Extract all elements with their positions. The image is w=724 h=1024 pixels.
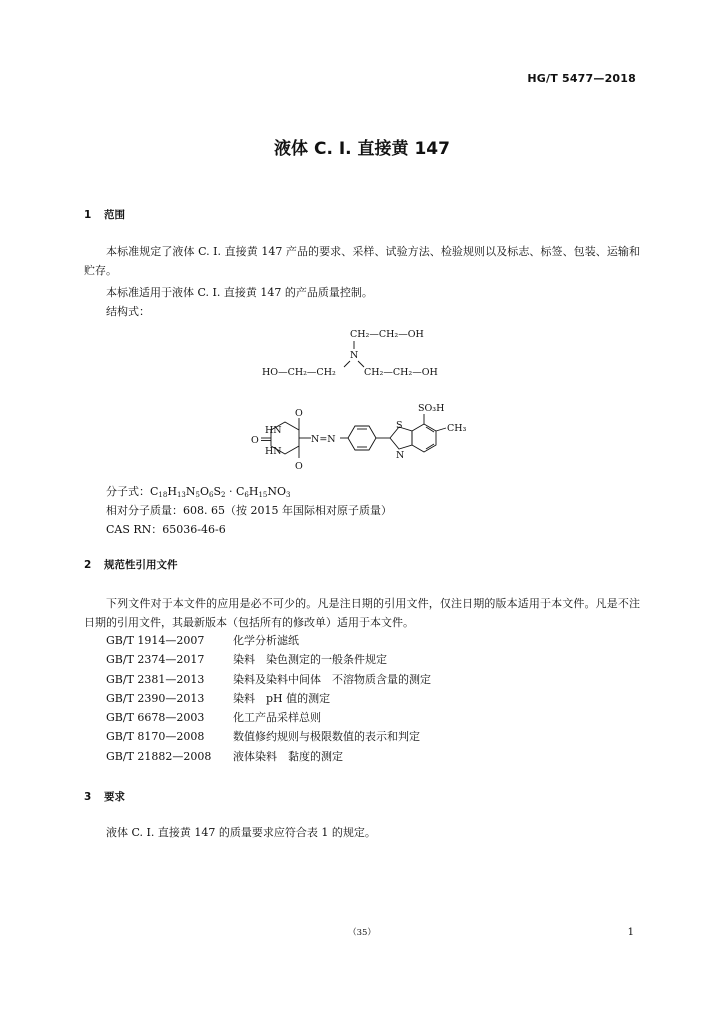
list-item xyxy=(106,708,431,727)
list-item xyxy=(106,631,431,650)
section-heading-references xyxy=(84,557,178,572)
reference-title: 化学分析滤纸 xyxy=(233,634,299,647)
thiazole-nitrogen: N xyxy=(396,450,405,461)
section-number: 2 xyxy=(84,559,92,571)
formula-block xyxy=(106,482,392,539)
list-item xyxy=(106,650,431,669)
reference-title: 染料及染料中间体 不溶物质含量的测定 xyxy=(233,672,431,686)
section-title: 范围 xyxy=(104,209,125,221)
list-item xyxy=(106,689,431,708)
amine-right-chain: CH₂—CH₂—OH xyxy=(364,367,438,378)
section-title: 规范性引用文件 xyxy=(104,559,178,571)
section-heading-scope xyxy=(84,207,125,222)
reference-code: GB/T 21882—2008 xyxy=(106,749,212,763)
sulfonic-acid-group: SO₃H xyxy=(418,403,445,414)
standard-code: HG/T 5477—2018 xyxy=(527,72,636,85)
methyl-group: CH₃ xyxy=(447,423,467,434)
section-title: 要求 xyxy=(104,791,125,803)
amine-left-chain: HO—CH₂—CH₂ xyxy=(262,367,336,378)
sulfur-atom: S xyxy=(396,420,403,431)
reference-code: GB/T 2381—2013 xyxy=(106,672,205,686)
structure-label: 结构式： xyxy=(106,305,150,318)
page-number: 1 xyxy=(627,927,634,938)
oxygen-bottom: O xyxy=(295,461,303,472)
molecular-mass: 相对分子质量：608. 65（按 2015 年国际相对原子质量） xyxy=(106,504,392,517)
direct-yellow-147-structure xyxy=(245,398,505,478)
reference-code: GB/T 2374—2017 xyxy=(106,653,205,667)
section-heading-requirements xyxy=(84,789,125,804)
list-item xyxy=(106,747,431,766)
molecular-formula: 分子式：$C_{18}H_{13}N_5O_6S_2 \cdot C_6H_{15}NO_3$ xyxy=(106,485,291,499)
document-title: 液体 C. I. 直接黄 147 xyxy=(274,139,450,159)
amine-top-chain: CH₂—CH₂—OH xyxy=(350,329,424,340)
list-item xyxy=(106,670,431,689)
reference-code: GB/T 2390—2013 xyxy=(106,691,205,705)
reference-code: GB/T 8170—2008 xyxy=(106,730,205,744)
scope-paragraph-1: 本标准规定了液体 C. I. 直接黄 147 产品的要求、采样、试验方法、检验规则以及标志、标签、包装、运输和贮存。 xyxy=(84,245,640,277)
reference-title: 液体染料 黏度的测定 xyxy=(233,749,343,763)
molecular-formula-value: $C_{18}H_{13}N_5O_6S_2 \cdot C_6H_{15}NO_3$ xyxy=(150,485,291,499)
imide-top: HN xyxy=(265,425,282,436)
cas-number: CAS RN：65036-46-6 xyxy=(106,523,226,536)
requirements-text: 液体 C. I. 直接黄 147 的质量要求应符合表 1 的规定。 xyxy=(106,826,376,839)
section-number: 1 xyxy=(84,209,92,221)
page-footer-center: （35） xyxy=(348,928,376,938)
reference-list xyxy=(106,631,431,766)
references-intro: 下列文件对于本文件的应用是必不可少的。凡是注日期的引用文件，仅注日期的版本适用于本文件。凡是不注日期的引用文件，其最新版本（包括所有的修改单）适用于本文件。 xyxy=(84,597,640,629)
azo-group: N=N xyxy=(311,434,336,445)
oxygen-left: O xyxy=(251,435,259,446)
amine-nitrogen: N xyxy=(350,350,359,361)
section-number: 3 xyxy=(84,791,92,803)
scope-paragraph-2: 本标准适用于液体 C. I. 直接黄 147 的产品质量控制。 xyxy=(106,286,373,299)
reference-code: GB/T 6678—2003 xyxy=(106,711,205,725)
oxygen-top: O xyxy=(295,408,303,419)
reference-title: 数值修约规则与极限数值的表示和判定 xyxy=(233,730,420,744)
reference-code: GB/T 1914—2007 xyxy=(106,634,205,647)
list-item xyxy=(106,727,431,746)
reference-title: 化工产品采样总则 xyxy=(233,711,321,725)
reference-title: 染料 pH 值的测定 xyxy=(233,691,331,705)
imide-bottom: HN xyxy=(265,446,282,457)
reference-title: 染料 染色测定的一般条件规定 xyxy=(233,653,387,667)
triethanolamine-structure xyxy=(250,322,470,382)
